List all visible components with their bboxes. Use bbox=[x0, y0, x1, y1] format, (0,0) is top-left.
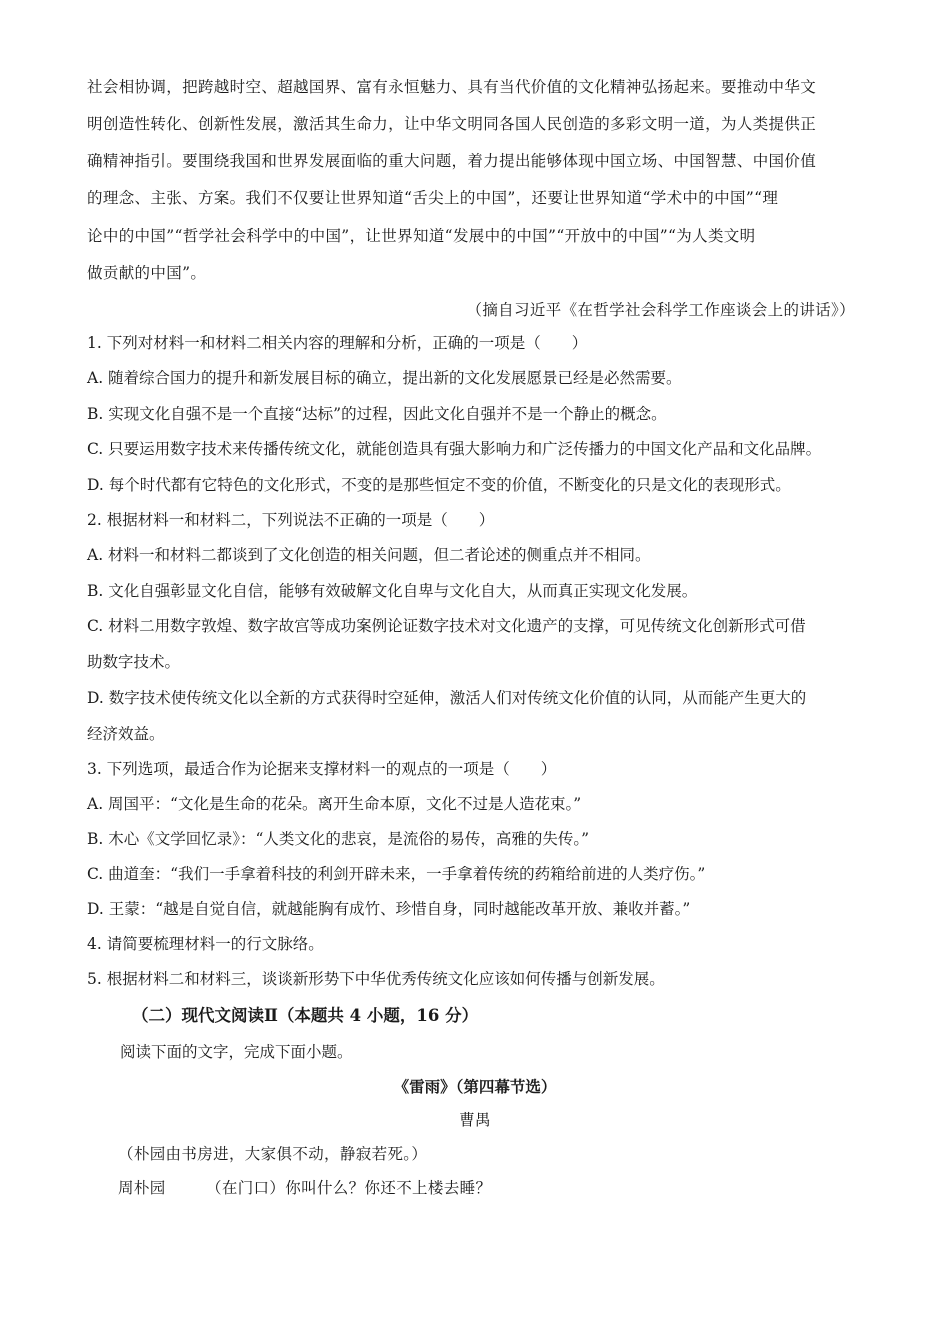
speaker-name: 周朴园 bbox=[118, 1179, 166, 1197]
q2-option-a: A. 材料一和材料二都谈到了文化创造的相关问题，但二者论述的侧重点并不相同。 bbox=[87, 546, 651, 564]
section-heading: （二）现代文阅读Ⅱ（本题共 4 小题，16 分） bbox=[132, 1006, 479, 1025]
passage-line-2: 明创造性转化、创新性发展，激活其生命力，让中华文明同各国人民创造的多彩文明一道，为人类提供正 bbox=[87, 115, 817, 133]
q3-option-c: C. 曲道奎：“我们一手拿着科技的利剑开辟未来，一手拿着传统的药箱给前进的人类疗伤。” bbox=[87, 865, 706, 883]
play-author: 曹禺 bbox=[459, 1111, 491, 1129]
q1-option-b: B. 实现文化自强不是一个直接“达标”的过程，因此文化自强并不是一个静止的概念。 bbox=[87, 405, 667, 423]
passage-line-4: 的理念、主张、方案。我们不仅要让世界知道“舌尖上的中国”，还要让世界知道“学术中的中国”“理 bbox=[87, 189, 779, 207]
q3-option-b: B. 木心《文学回忆录》：“人类文化的悲哀，是流俗的易传，高雅的失传。” bbox=[87, 830, 590, 848]
attribution: （摘自习近平《在哲学社会科学工作座谈会上的讲话》） bbox=[466, 301, 855, 319]
q2-option-c-line2: 助数字技术。 bbox=[87, 653, 181, 671]
passage-line-5: 论中的中国”“哲学社会科学中的中国”，让世界知道“发展中的中国”“开放中的中国”“为人类文明 bbox=[87, 227, 756, 245]
play-title: 《雷雨》（第四幕节选） bbox=[393, 1077, 557, 1096]
dialogue-line bbox=[118, 1176, 491, 1198]
q1-stem: 1. 下列对材料一和材料二相关内容的理解和分析，正确的一项是（ ） bbox=[87, 334, 588, 352]
q3-option-d: D. 王蒙：“越是自觉自信，就越能胸有成竹、珍惜自身，同时越能改革开放、兼收并蓄。” bbox=[87, 900, 691, 918]
dialogue-text: （在门口）你叫什么？你还不上楼去睡？ bbox=[206, 1179, 492, 1197]
passage-line-6: 做贡献的中国”。 bbox=[87, 264, 207, 282]
q3-option-a: A. 周国平：“文化是生命的花朵。离开生命本原，文化不过是人造花束。” bbox=[87, 795, 582, 813]
stage-direction: （朴园由书房进，大家俱不动，静寂若死。） bbox=[118, 1145, 428, 1163]
q4-stem: 4. 请简要梳理材料一的行文脉络。 bbox=[87, 935, 324, 953]
q3-stem: 3. 下列选项，最适合作为论据来支撑材料一的观点的一项是（ ） bbox=[87, 760, 557, 778]
passage-line-3: 确精神指引。要围绕我国和世界发展面临的重大问题，着力提出能够体现中国立场、中国智慧、中国价值 bbox=[87, 152, 817, 170]
q1-option-a: A. 随着综合国力的提升和新发展目标的确立，提出新的文化发展愿景已经是必然需要。 bbox=[87, 369, 682, 387]
section-instruction: 阅读下面的文字，完成下面小题。 bbox=[120, 1043, 353, 1061]
q2-stem: 2. 根据材料一和材料二，下列说法不正确的一项是（ ） bbox=[87, 511, 495, 529]
q1-option-c: C. 只要运用数字技术来传播传统文化，就能创造具有强大影响力和广泛传播力的中国文化产品和文化品牌。 bbox=[87, 440, 822, 458]
q2-option-d-line2: 经济效益。 bbox=[87, 725, 165, 743]
q5-stem: 5. 根据材料二和材料三，谈谈新形势下中华优秀传统文化应该如何传播与创新发展。 bbox=[87, 970, 665, 988]
passage-line-1: 社会相协调，把跨越时空、超越国界、富有永恒魅力、具有当代价值的文化精神弘扬起来。要推动中华文 bbox=[87, 78, 817, 96]
q2-option-d-line1: D. 数字技术使传统文化以全新的方式获得时空延伸，激活人们对传统文化价值的认同，从而能产生更大的 bbox=[87, 689, 807, 707]
q2-option-b: B. 文化自强彰显文化自信，能够有效破解文化自卑与文化自大，从而真正实现文化发展。 bbox=[87, 582, 698, 600]
q2-option-c-line1: C. 材料二用数字敦煌、数字故宫等成功案例论证数字技术对文化遗产的支撑，可见传统文化创新形式可借 bbox=[87, 617, 806, 635]
q1-option-d: D. 每个时代都有它特色的文化形式，不变的是那些恒定不变的价值，不断变化的只是文化的表现形式。 bbox=[87, 476, 791, 494]
